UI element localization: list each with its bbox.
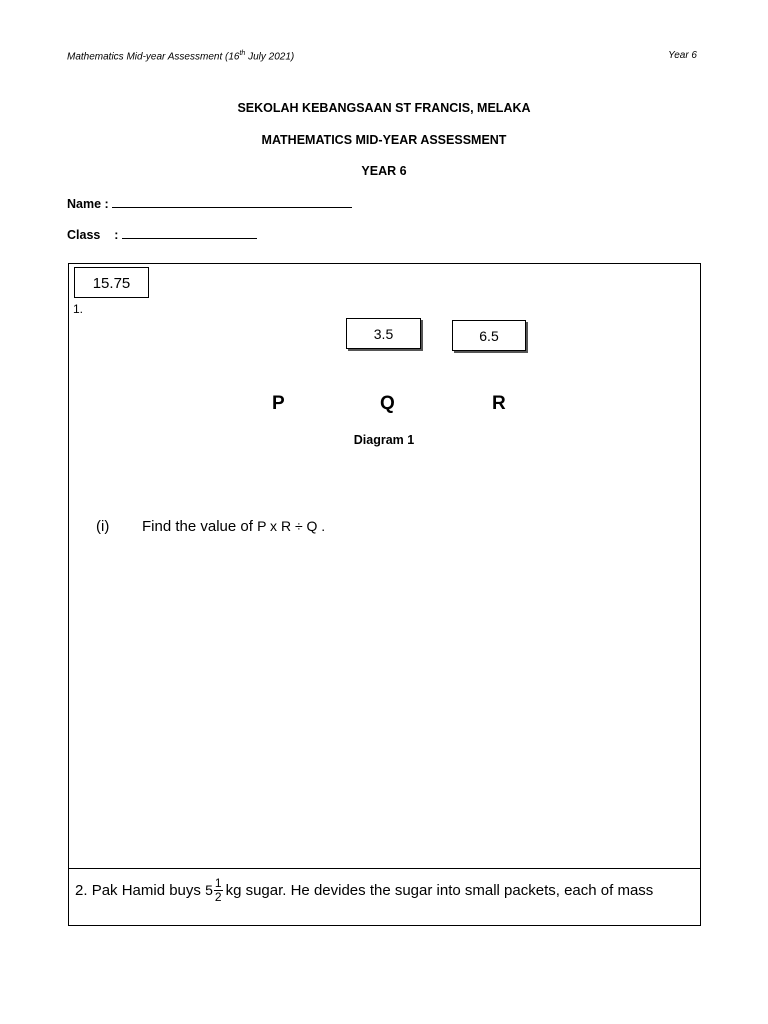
- diagram-caption: Diagram 1: [353, 433, 415, 447]
- box-r-value: 6.5: [452, 320, 526, 351]
- fraction-denominator: 2: [214, 889, 222, 904]
- header-superscript: th: [239, 50, 246, 57]
- running-header-left: [67, 50, 294, 62]
- question-1-number: 1.: [73, 302, 84, 316]
- name-blank-line: [112, 195, 352, 208]
- box-q-value: 3.5: [346, 318, 421, 349]
- header-title-tail: July 2021): [245, 51, 295, 63]
- part-i-text: Find the value of: [142, 518, 258, 535]
- label-q: Q: [380, 393, 395, 414]
- part-i-marker: (i): [96, 518, 110, 535]
- question-2-text-after: kg sugar. He devides the sugar into small packets, each of mass: [225, 881, 654, 899]
- header-title: Mathematics Mid-year Assessment (16: [67, 51, 240, 63]
- part-i-question: [142, 518, 325, 535]
- running-header-right: Year 6: [668, 50, 697, 61]
- part-i-expression: P x R ÷ Q .: [257, 518, 326, 534]
- question-2-whole: 5: [205, 882, 213, 898]
- name-field: [67, 195, 352, 211]
- question-frame: [68, 263, 701, 926]
- class-field: [67, 226, 257, 242]
- year-title: YEAR 6: [361, 164, 407, 178]
- question-divider: [68, 868, 701, 869]
- class-blank-line: [122, 226, 257, 239]
- question-2-text-before: Pak Hamid buys: [91, 881, 201, 899]
- class-label: Class :: [67, 228, 119, 242]
- question-2: [75, 874, 653, 906]
- label-r: R: [492, 393, 506, 414]
- name-label: Name :: [67, 197, 109, 211]
- answer-box: 15.75: [74, 267, 149, 298]
- assessment-title: MATHEMATICS MID-YEAR ASSESSMENT: [261, 133, 507, 147]
- question-2-number: 2.: [75, 881, 88, 899]
- label-p: P: [272, 393, 285, 414]
- fraction-numerator: 1: [214, 875, 222, 890]
- question-2-fraction: [214, 877, 223, 904]
- school-name: SEKOLAH KEBANGSAAN ST FRANCIS, MELAKA: [237, 101, 531, 115]
